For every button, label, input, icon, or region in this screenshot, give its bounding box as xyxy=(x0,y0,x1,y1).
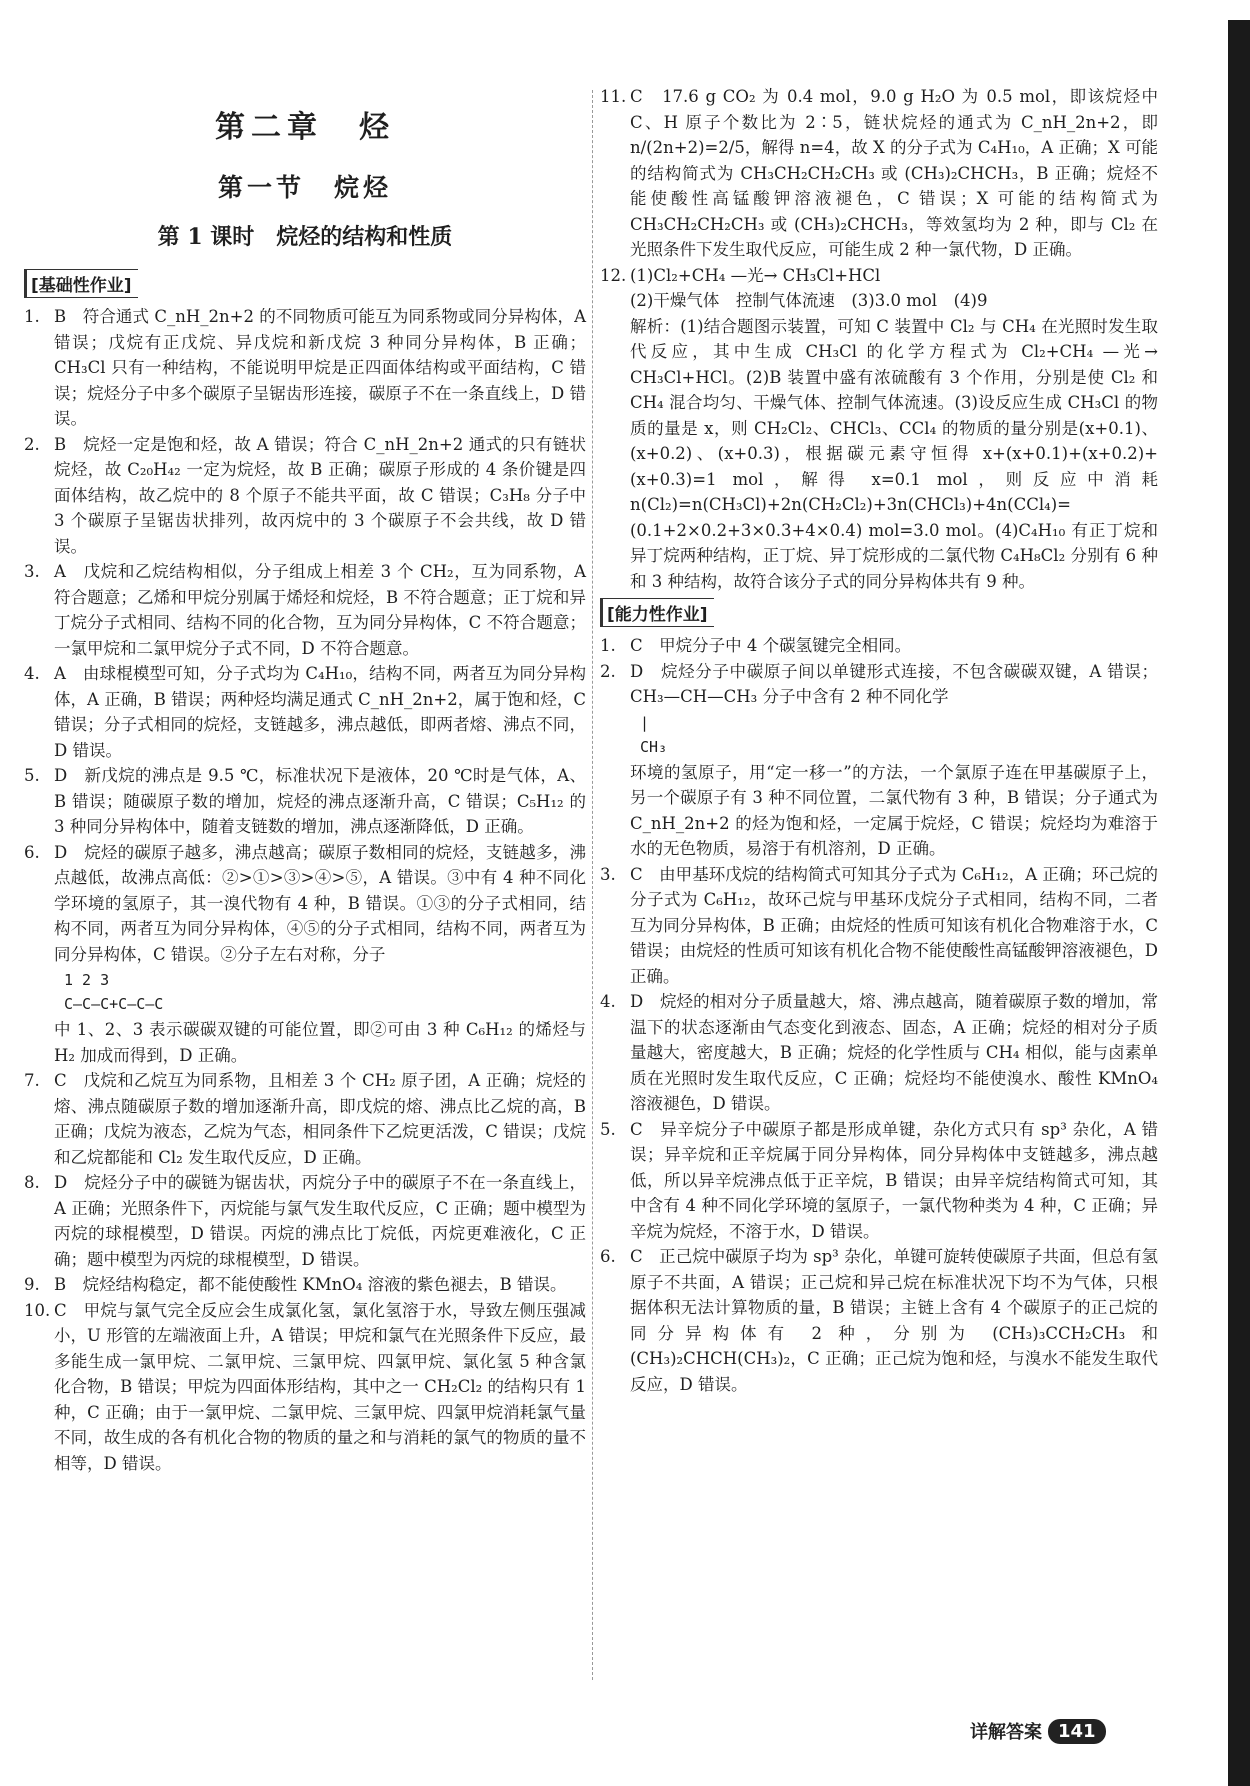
answer-item: 6. C 正己烷中碳原子均为 sp³ 杂化，单键可旋转使碳原子共面，但总有氢原子不共面，A 错误；正己烷和异己烷在标准状况下均不为气体，只根据体积无法计算物质的量，B 错误；主链上含有 4 个碳原子的正己烷的同分异构体有 2 种，分别为 (CH₃)₃CCH₂CH₃ 和 (CH₃)₂CHCH(CH₃)₂，C 正确；正己烷为饱和烃，与溴水不能发生取代反应，D 错误。 xyxy=(600,1247,1158,1394)
carbon-chain-positions: 1 2 3 xyxy=(64,971,110,989)
answer-item: 6. D 烷烃的碳原子越多，沸点越高；碳原子数相同的烷烃，支链越多，沸点越低，故沸点高低：②>①>③>④>⑤，A 错误。③中有 4 种不同化学环境的氢原子，其一溴代物有 4 种，B 错误。①③的分子式相同，结构不同，两者互为同分异构体，④⑤的分子式相同，结构不同，两者互为同分异构体，C 错误。②分子左右对称，分子 xyxy=(24,842,586,964)
answer-item: 4. D 烷烃的相对分子质量越大，熔、沸点越高，随着碳原子数的增加，常温下的状态逐渐由气态变化到液态、固态，A 正确；烷烃的相对分子质量越大，密度越大，B 正确；烷烃的化学性质与 CH₄ 相似，能与卤素单质在光照时发生取代反应，C 正确；烷烃均不能使溴水、酸性 KMnO₄ 溶液褪色，D 错误。 xyxy=(600,992,1158,1113)
page-footer xyxy=(970,1718,1106,1744)
answer-item: 8. D 烷烃分子中的碳链为锯齿状，丙烷分子中的碳原子不在一条直线上，A 正确；光照条件下，丙烷能与氯气发生取代反应，C 正确；题中模型为丙烷的球棍模型，D 错误。丙烷的沸点比丁烷低，丙烷更难液化，C 正确；题中模型为丙烷的球棍模型，D 错误。 xyxy=(24,1173,586,1269)
column-divider xyxy=(592,90,593,1680)
answer-item-line: (2)干燥气体 控制气体流速 (3)3.0 mol (4)9 xyxy=(630,291,988,310)
chapter-title: 第二章 烃 xyxy=(215,110,395,145)
ability-homework-heading: [能力性作业] xyxy=(600,598,714,627)
answer-item: 2. B 烷烃一定是饱和烃，故 A 错误；符合 C_nH_2n+2 通式的只有链状烷烃，故 C₂₀H₄₂ 一定为烷烃，故 B 正确；碳原子形成的 4 条价键是四面体结构，故乙烷中的 8 个原子不能共平面，故 C 错误；C₃H₈ 分子中 3 个碳原子呈锯齿状排列，故丙烷中的 3 个碳原子不会共线，故 D 错误。 xyxy=(24,434,586,556)
answer-item: 9. B 烷烃结构稳定，都不能使酸性 KMnO₄ 溶液的紫色褪去，B 错误。 xyxy=(24,1275,567,1294)
branch-bond: | xyxy=(640,713,650,732)
answer-item-continuation: 环境的氢原子，用“定一移一”的方法，一个氯原子连在甲基碳原子上，另一个碳原子有 3 种不同位置，二氯代物有 3 种，B 错误；分子通式为 C_nH_2n+2 的烃为饱和烃，一定属于烷烃，C 错误；烷烃均为难溶于水的无色物质，易溶于有机溶剂，D 正确。 xyxy=(630,762,1158,858)
answer-item: 4. A 由球棍模型可知，分子式均为 C₄H₁₀，结构不同，两者互为同分异构体，A 正确，B 错误；两种烃均满足通式 C_nH_2n+2，属于饱和烃，C 错误；分子式相同的烷烃，支链越多，沸点越低，即两者熔、沸点不同，D 错误。 xyxy=(24,664,586,760)
basic-homework-heading: [基础性作业] xyxy=(24,269,138,298)
answer-analysis: 解析：(1)结合题图示装置，可知 C 装置中 Cl₂ 与 CH₄ 在光照时发生取代反应，其中生成 CH₃Cl 的化学方程式为 Cl₂+CH₄ —光→ CH₃Cl+HCl。(2)B 装置中盛有浓硫酸有 3 个作用，分别是使 Cl₂ 和 CH₄ 混合均匀、干燥气体、控制气体流速。(3)设反应生成 CH₃Cl 的物质的量是 x，则 CH₂Cl₂、CHCl₃、CCl₄ 的物质的量分别是(x+0.1)、(x+0.2)、(x+0.3)，根据碳元素守恒得 x+(x+0.1)+(x+0.2)+(x+0.3)=1 mol，解得 x=0.1 mol，则反应中消耗 n(Cl₂)=n(CH₃Cl)+2n(CH₂Cl₂)+3n(CHCl₃)+4n(CCl₄)=(0.1+2×0.2+3×0.3+4×0.4) mol=3.0 mol。(4)C₄H₁₀ 有正丁烷和异丁烷两种结构，正丁烷、异丁烷形成的二氯代物 C₄H₈Cl₂ 分别有 6 种和 3 种结构，故符合该分子式的同分异构体共有 9 种。 xyxy=(630,316,1158,591)
carbon-chain-formula: C—C—C+C—C—C xyxy=(64,995,164,1013)
methyl-branch: CH₃ xyxy=(640,737,668,756)
answer-item: 3. C 由甲基环戊烷的结构简式可知其分子式为 C₆H₁₂，A 正确；环己烷的分子式为 C₆H₁₂，故环己烷与甲基环戊烷分子式相同，结构不同，二者互为同分异构体，B 正确；由烷烃的性质可知该有机化合物难溶于水，C 错误；由烷烃的性质可知该有机化合物不能使酸性高锰酸钾溶液褪色，D 正确。 xyxy=(600,864,1158,986)
answer-item: 1. B 符合通式 C_nH_2n+2 的不同物质可能互为同系物或同分异构体，A 错误；戊烷有正戊烷、异戊烷和新戊烷 3 种同分异构体，B 正确；CH₃Cl 只有一种结构，不能说明甲烷是正四面体结构或平面结构，C 错误；烷烃分子中多个碳原子呈锯齿形连接，碳原子不在一条直线上，D 错误。 xyxy=(24,307,586,428)
lesson-title: 第 1 课时 烷烃的结构和性质 xyxy=(157,224,453,250)
page-spine-bar xyxy=(1228,20,1250,1786)
answer-item: 11. C 17.6 g CO₂ 为 0.4 mol，9.0 g H₂O 为 0.5 mol，即该烷烃中 C、H 原子个数比为 2∶5，链状烷烃的通式为 C_nH_2n+2，即 n/(2n+2)=2/5，解得 n=4，故 X 的分子式为 C₄H₁₀，A 正确；X 可能的结构简式为 CH₃CH₂CH₂CH₃ 或 (CH₃)₂CHCH₃，B 正确；烷烃不能使酸性高锰酸钾溶液褪色，C 错误；X 可能的结构简式为 CH₃CH₂CH₂CH₃ 或 (CH₃)₂CHCH₃，等效氢均为 2 种，即与 Cl₂ 在光照条件下发生取代反应，可能生成 2 种一氯代物，D 正确。 xyxy=(600,87,1158,259)
answer-item: 3. A 戊烷和乙烷结构相似，分子组成上相差 3 个 CH₂，互为同系物，A 符合题意；乙烯和甲烷分别属于烯烃和烷烃，B 不符合题意；正丁烷和异丁烷分子式相同、结构不同的化合物，互为同分异构体，C 不符合题意；一氯甲烷和二氯甲烷分子式不同，D 不符合题意。 xyxy=(24,562,586,658)
answer-item: 2. D 烷烃分子中碳原子间以单键形式连接，不包含碳碳双键，A 错误；CH₃—CH—CH₃ 分子中含有 2 种不同化学 xyxy=(600,661,1158,706)
answer-item: 7. C 戊烷和乙烷互为同系物，且相差 3 个 CH₂ 原子团，A 正确；烷烃的熔、沸点随碳原子数的增加逐渐升高，即戊烷的熔、沸点比乙烷的高，B 正确；戊烷为液态，乙烷为气态，相同条件下乙烷更活泼，C 错误；戊烷和乙烷都能和 Cl₂ 发生取代反应，D 正确。 xyxy=(24,1071,586,1167)
right-column xyxy=(600,84,1158,1397)
answer-item: 12. (1)Cl₂+CH₄ —光→ CH₃Cl+HCl xyxy=(600,265,881,285)
left-column xyxy=(24,84,586,1476)
section-title: 第一节 烷烃 xyxy=(217,173,392,202)
answer-item: 1. C 甲烷分子中 4 个碳氢键完全相同。 xyxy=(600,636,912,655)
page-number: 141 xyxy=(1048,1719,1106,1744)
answer-item: 5. D 新戊烷的沸点是 9.5 ℃，标准状况下是液体，20 ℃时是气体，A、B 错误；随碳原子数的增加，烷烃的沸点逐渐升高，C 错误；C₅H₁₂ 的 3 种同分异构体中，随着支链数的增加，沸点逐渐降低，D 正确。 xyxy=(24,766,586,836)
answer-item: 10. C 甲烷与氯气完全反应会生成氯化氢，氯化氢溶于水，导致左侧压强减小，U 形管的左端液面上升，A 错误；甲烷和氯气在光照条件下反应，最多能生成一氯甲烷、二氯甲烷、三氯甲烷、四氯甲烷、氯化氢 5 种含氯化合物，B 错误；甲烷为四面体形结构，其中之一 CH₂Cl₂ 的结构只有 1 种，C 正确；由于一氯甲烷、二氯甲烷、三氯甲烷、四氯甲烷消耗氯气量不同，故生成的各有机化合物的物质的量之和与消耗的氯气的物质的量不相等，D 错误。 xyxy=(24,1300,586,1473)
answer-item-continuation: 中 1、2、3 表示碳碳双键的可能位置，即②可由 3 种 C₆H₁₂ 的烯烃与 H₂ 加成而得到，D 正确。 xyxy=(54,1020,586,1065)
answer-item: 5. C 异辛烷分子中碳原子都是形成单键，杂化方式只有 sp³ 杂化，A 错误；异辛烷和正辛烷属于同分异构体，同分异构体中支链越多，沸点越低，所以异辛烷沸点低于正辛烷，B 错误；由异辛烷结构简式可知，其中含有 4 种不同化学环境的氢原子，一氯代物种类为 4 种，C 正确；异辛烷为烷烃，不溶于水，D 错误。 xyxy=(600,1119,1158,1241)
footer-label: 详解答案 xyxy=(970,1722,1042,1743)
